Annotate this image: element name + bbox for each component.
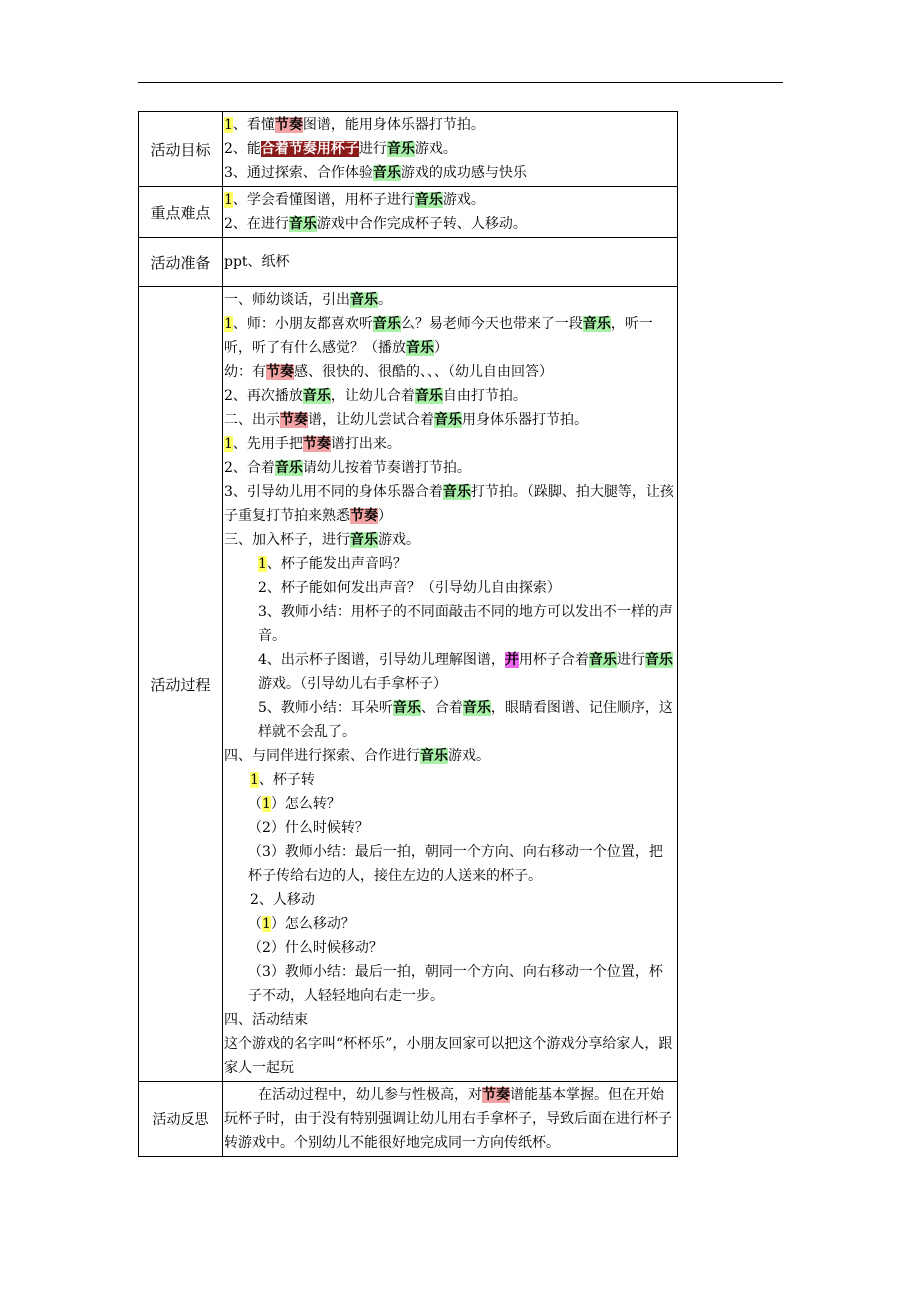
text-segment: 谱打出来。 <box>330 436 401 452</box>
process-label: 活动过程 <box>139 287 223 1082</box>
text-segment: 、学会看懂图谱，用杯子进行 <box>232 192 415 208</box>
prep-row <box>139 238 678 287</box>
text-segment: 2、再次播放 <box>224 388 303 404</box>
text-segment: 3、教师小结：用杯子的不同面敲击不同的地方可以发出不一样的声音。 <box>258 604 673 644</box>
text-segment: 、师：小朋友都喜欢听 <box>232 316 373 332</box>
highlighted-text: 1 <box>262 916 271 932</box>
process-line <box>224 312 675 360</box>
highlighted-text: 音乐 <box>644 652 673 668</box>
goal-line <box>224 161 675 185</box>
text-segment: （2）什么时候移动？ <box>248 940 383 956</box>
process-line <box>224 816 675 840</box>
highlighted-text: 并 <box>504 652 519 668</box>
highlighted-text: 1 <box>250 772 259 788</box>
process-line <box>224 360 675 384</box>
text-segment: 、合着 <box>420 700 463 716</box>
text-segment: 。 <box>378 292 392 308</box>
text-segment: ） <box>434 340 448 356</box>
process-content <box>223 287 678 1082</box>
process-line <box>224 1008 675 1032</box>
text-segment: 在活动过程中，幼儿参与性极高，对 <box>258 1087 482 1103</box>
text-segment: 3、通过探索、合作体验 <box>224 165 373 181</box>
highlighted-text: 音乐 <box>386 141 415 157</box>
highlighted-text: 音乐 <box>372 165 401 181</box>
reflection-row <box>139 1082 678 1157</box>
highlighted-text: 音乐 <box>392 700 421 716</box>
process-line <box>224 696 675 744</box>
prep-text: ppt、纸杯 <box>224 254 290 270</box>
goal-line <box>224 137 675 161</box>
text-segment: 幼：有 <box>224 364 266 380</box>
text-segment: 用杯子合着 <box>518 652 589 668</box>
text-segment: 谱能基本掌握。但在开始玩杯子时，由于没有特别强调让幼儿用右手拿杯子，导致后面在进行杯子转游戏中。个别幼儿不能很好地完成同一方向传纸杯。 <box>224 1087 672 1151</box>
highlighted-text: 节奏 <box>274 117 303 133</box>
text-segment: ）怎么转？ <box>270 796 341 812</box>
header-rule <box>138 82 783 83</box>
focus-line <box>224 188 675 212</box>
text-segment: （ <box>248 916 262 932</box>
text-segment: ）怎么移动？ <box>270 916 355 932</box>
reflection-paragraph <box>224 1083 675 1155</box>
goals-content <box>223 112 678 187</box>
text-segment: 2、合着 <box>224 460 275 476</box>
text-segment: 、杯子能发出声音吗？ <box>266 556 407 572</box>
text-segment: 2、杯子能如何发出声音？（引导幼儿自由探索） <box>258 580 561 596</box>
text-segment: 、先用手把 <box>232 436 303 452</box>
text-segment: ，眼睛看图谱、记住顺序，这样就不会乱了。 <box>258 700 673 740</box>
goal-line <box>224 113 675 137</box>
text-segment: 游戏中合作完成杯子转、人移动。 <box>316 216 527 232</box>
text-segment: 感、很快的、很酷的、、、（幼儿自由回答） <box>294 364 553 380</box>
text-segment: 进行 <box>358 141 387 157</box>
highlighted-text: 音乐 <box>302 388 331 404</box>
text-segment: （3）教师小结：最后一拍，朝同一个方向、向右移动一个位置，杯子不动，人轻轻地向右走一步。 <box>248 964 663 1004</box>
process-line <box>224 744 675 768</box>
process-line <box>224 456 675 480</box>
highlighted-text: 音乐 <box>350 292 378 308</box>
process-row <box>139 287 678 1082</box>
process-line <box>224 408 675 432</box>
text-segment: 打节拍。（跺脚、拍大腿等，让孩子重复打节拍来熟悉 <box>224 484 674 524</box>
text-segment: 、杯子转 <box>258 772 315 788</box>
process-line <box>224 576 675 600</box>
highlighted-text: 1 <box>224 192 233 208</box>
process-line <box>224 480 675 528</box>
text-segment: 一、师幼谈话，引出 <box>224 292 350 308</box>
highlighted-text: 音乐 <box>372 316 401 332</box>
text-segment: 二、出示 <box>224 412 280 428</box>
text-segment: 用身体乐器打节拍。 <box>462 412 588 428</box>
process-line <box>224 384 675 408</box>
prep-content <box>223 238 678 287</box>
highlighted-text: 音乐 <box>288 216 317 232</box>
text-segment: 5、教师小结：耳朵听 <box>258 700 393 716</box>
highlighted-text: 节奏 <box>266 364 294 380</box>
highlighted-text: 节奏 <box>302 436 331 452</box>
highlighted-text: 合着节奏用杯子 <box>260 141 359 157</box>
text-segment: 图谱，能用身体乐器打节拍。 <box>302 117 485 133</box>
text-segment: （ <box>248 796 262 812</box>
process-line <box>224 888 675 912</box>
text-segment: 自由打节拍。 <box>442 388 527 404</box>
highlighted-text: 音乐 <box>588 652 617 668</box>
highlighted-text: 1 <box>258 556 267 572</box>
process-line <box>224 960 675 1008</box>
focus-row <box>139 187 678 238</box>
process-line <box>224 600 675 648</box>
text-segment: 四、活动结束 <box>224 1012 308 1028</box>
text-segment: 游戏的成功感与快乐 <box>400 165 527 181</box>
highlighted-text: 节奏 <box>280 412 308 428</box>
highlighted-text: 音乐 <box>442 484 471 500</box>
lesson-plan-table <box>138 111 678 1157</box>
text-segment: 谱，让幼儿尝试合着 <box>308 412 434 428</box>
text-segment: （3）教师小结：最后一拍，朝同一个方向、向右移动一个位置，把杯子传给右边的人，接住左边的人送来的杯子。 <box>248 844 663 884</box>
text-segment: 么？易老师今天也带来了一段 <box>400 316 583 332</box>
text-segment: 2、能 <box>224 141 261 157</box>
focus-content <box>223 187 678 238</box>
highlighted-text: 音乐 <box>434 412 462 428</box>
text-segment: 游戏。 <box>414 141 457 157</box>
highlighted-text: 音乐 <box>414 192 443 208</box>
text-segment: ，听一听，听了有什么感觉？（播放 <box>224 316 653 356</box>
goals-label: 活动目标 <box>139 112 223 187</box>
process-line <box>224 912 675 936</box>
text-segment: 请幼儿按着节奏谱打节拍。 <box>302 460 471 476</box>
process-line <box>224 1032 675 1080</box>
highlighted-text: 1 <box>262 796 271 812</box>
reflection-label: 活动反思 <box>139 1082 223 1157</box>
highlighted-text: 节奏 <box>482 1087 510 1103</box>
text-segment: （2）什么时候转？ <box>248 820 369 836</box>
highlighted-text: 音乐 <box>462 700 491 716</box>
process-line <box>224 792 675 816</box>
reflection-content <box>223 1082 678 1157</box>
text-segment: ） <box>378 508 392 524</box>
highlighted-text: 节奏 <box>350 508 378 524</box>
process-line <box>224 528 675 552</box>
text-segment: 游戏。 <box>442 192 485 208</box>
highlighted-text: 1 <box>224 117 233 133</box>
goals-row <box>139 112 678 187</box>
text-segment: 三、加入杯子，进行 <box>224 532 350 548</box>
text-segment: 这个游戏的名字叫“杯杯乐”，小朋友回家可以把这个游戏分享给家人，跟家人一起玩 <box>224 1036 673 1076</box>
text-segment: 、看懂 <box>232 117 275 133</box>
highlighted-text: 音乐 <box>350 532 378 548</box>
process-line <box>224 936 675 960</box>
text-segment: 游戏。 <box>378 532 420 548</box>
highlighted-text: 音乐 <box>420 748 448 764</box>
prep-label: 活动准备 <box>139 238 223 287</box>
highlighted-text: 音乐 <box>414 388 443 404</box>
text-segment: ，让幼儿合着 <box>330 388 415 404</box>
process-line <box>224 840 675 888</box>
focus-line <box>224 212 675 236</box>
focus-label: 重点难点 <box>139 187 223 238</box>
highlighted-text: 1 <box>224 316 233 332</box>
text-segment: 4、出示杯子图谱，引导幼儿理解图谱， <box>258 652 505 668</box>
text-segment: 四、与同伴进行探索、合作进行 <box>224 748 420 764</box>
process-line <box>224 552 675 576</box>
process-line <box>224 288 675 312</box>
text-segment: 游戏。 <box>448 748 490 764</box>
text-segment: 3、引导幼儿用不同的身体乐器合着 <box>224 484 443 500</box>
highlighted-text: 音乐 <box>406 340 434 356</box>
highlighted-text: 音乐 <box>582 316 611 332</box>
process-line <box>224 432 675 456</box>
text-segment: 2、人移动 <box>250 892 315 908</box>
highlighted-text: 1 <box>224 436 233 452</box>
text-segment: 进行 <box>616 652 645 668</box>
process-line <box>224 768 675 792</box>
text-segment: 游戏。（引导幼儿右手拿杯子） <box>258 676 447 692</box>
process-line <box>224 648 675 696</box>
text-segment: 2、在进行 <box>224 216 289 232</box>
highlighted-text: 音乐 <box>274 460 303 476</box>
